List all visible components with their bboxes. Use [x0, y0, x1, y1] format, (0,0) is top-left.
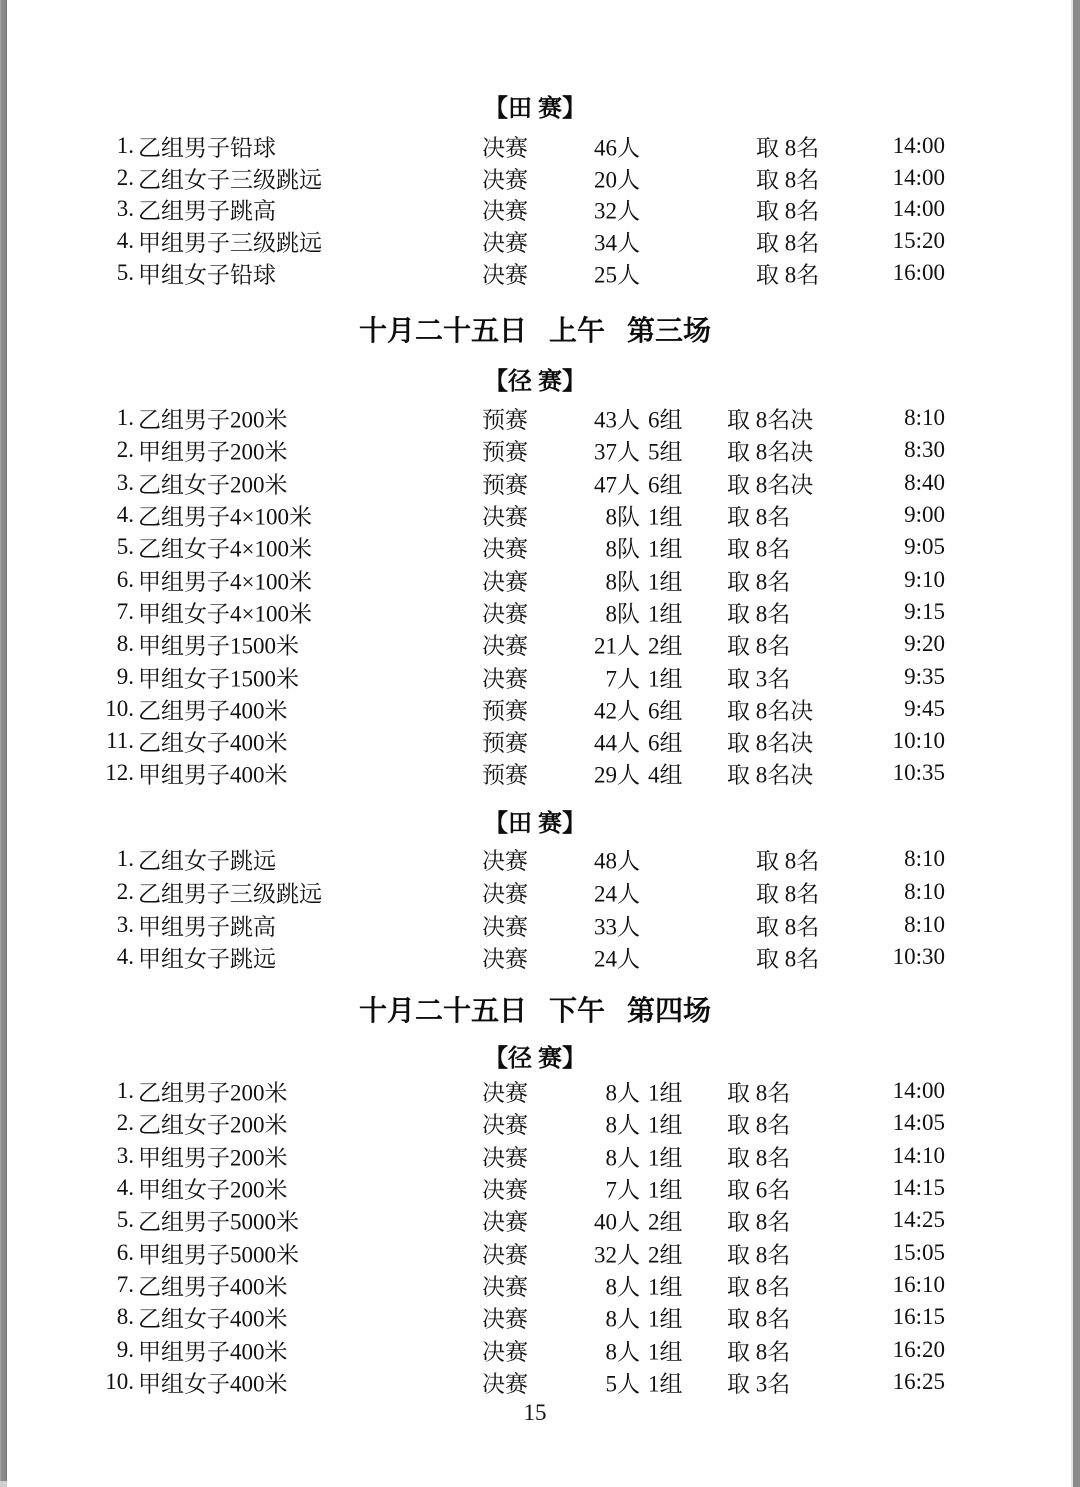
entrants-cell: 32人 [594, 198, 640, 224]
entrants-cell: 20人 [594, 167, 640, 193]
time-cell: 8:40 [904, 469, 945, 495]
time-cell: 14:05 [892, 1110, 945, 1136]
groups-cell: 1组 [648, 1145, 683, 1171]
event-row [0, 1107, 1070, 1139]
event-name: 乙组男子200米 [138, 407, 288, 433]
qualify-cell: 取 8名 [727, 633, 791, 659]
qualify-cell: 取 8名 [756, 167, 820, 193]
event-row [0, 402, 1070, 434]
event-number: 4. [116, 228, 134, 254]
event-row [0, 1333, 1070, 1365]
event-row [0, 499, 1070, 531]
event-row [0, 130, 1070, 162]
entrants-cell: 7人 [605, 666, 640, 692]
round-cell: 决赛 [482, 1112, 528, 1138]
event-number: 9. [116, 1336, 134, 1362]
qualify-cell: 取 8名决 [727, 698, 814, 724]
event-name: 乙组男子400米 [138, 698, 288, 724]
qualify-cell: 取 8名 [756, 230, 820, 256]
groups-cell: 2组 [648, 633, 683, 659]
groups-cell: 1组 [648, 536, 683, 562]
entrants-cell: 8人 [605, 1306, 640, 1332]
event-name: 甲组女子4×100米 [138, 601, 312, 627]
time-cell: 16:10 [892, 1271, 945, 1297]
qualify-cell: 取 8名 [727, 569, 791, 595]
event-number: 2. [116, 437, 134, 463]
event-number: 4. [116, 502, 134, 528]
entrants-cell: 8人 [605, 1080, 640, 1106]
round-cell: 决赛 [482, 1306, 528, 1332]
entrants-cell: 29人 [594, 762, 640, 788]
time-cell: 14:15 [892, 1175, 945, 1201]
groups-cell: 1组 [648, 1371, 683, 1397]
event-number: 2. [116, 164, 134, 190]
event-number: 5. [116, 534, 134, 560]
round-cell: 决赛 [482, 1080, 528, 1106]
qualify-cell: 取 8名 [756, 135, 820, 161]
qualify-cell: 取 8名 [727, 1209, 791, 1235]
event-name: 甲组女子400米 [138, 1371, 288, 1397]
entrants-cell: 34人 [594, 230, 640, 256]
event-name: 甲组女子1500米 [138, 666, 299, 692]
time-cell: 14:10 [892, 1142, 945, 1168]
event-row [0, 1204, 1070, 1236]
event-name: 甲组男子三级跳远 [138, 230, 322, 256]
qualify-cell: 取 6名 [727, 1177, 791, 1203]
qualify-cell: 取 8名 [756, 914, 820, 940]
event-name: 乙组女子200米 [138, 472, 288, 498]
groups-cell: 1组 [648, 601, 683, 627]
session-date: 十月二十五日 [358, 316, 527, 347]
qualify-cell: 取 8名决 [727, 730, 814, 756]
groups-cell: 1组 [648, 1274, 683, 1300]
event-row [0, 1237, 1070, 1269]
event-row [0, 908, 1070, 941]
round-cell: 决赛 [482, 198, 528, 224]
groups-cell: 1组 [648, 1339, 683, 1365]
time-cell: 15:05 [892, 1239, 945, 1265]
event-name: 甲组男子400米 [138, 762, 288, 788]
entrants-cell: 25人 [594, 262, 640, 288]
scan-right-edge [1071, 0, 1080, 1487]
qualify-cell: 取 8名 [727, 1306, 791, 1332]
time-cell: 8:30 [904, 437, 945, 463]
qualify-cell: 取 8名决 [727, 472, 814, 498]
time-cell: 14:00 [892, 164, 945, 190]
qualify-cell: 取 8名 [727, 1242, 791, 1268]
entrants-cell: 7人 [605, 1177, 640, 1203]
round-cell: 决赛 [482, 1371, 528, 1397]
event-row [0, 162, 1070, 194]
groups-cell: 6组 [648, 698, 683, 724]
round-cell: 决赛 [482, 1177, 528, 1203]
event-row [0, 941, 1070, 974]
session-period: 上午 [548, 316, 605, 347]
time-cell: 16:00 [892, 260, 945, 286]
entrants-cell: 8人 [605, 1145, 640, 1171]
event-section-heading: 【径 赛】 [484, 1046, 586, 1072]
entrants-cell: 21人 [594, 633, 640, 659]
event-number: 1. [116, 1078, 134, 1104]
event-number: 2. [116, 879, 134, 905]
session-number: 第三场 [627, 316, 712, 347]
event-name: 乙组女子三级跳远 [138, 167, 322, 193]
qualify-cell: 取 3名 [727, 666, 791, 692]
entrants-cell: 43人 [594, 407, 640, 433]
round-cell: 决赛 [482, 1339, 528, 1365]
time-cell: 14:00 [892, 196, 945, 222]
event-name: 乙组男子400米 [138, 1274, 288, 1300]
session-number: 第四场 [627, 996, 712, 1027]
qualify-cell: 取 8名 [756, 198, 820, 224]
entrants-cell: 46人 [594, 135, 640, 161]
round-cell: 决赛 [482, 914, 528, 940]
time-cell: 8:10 [904, 405, 945, 431]
qualify-cell: 取 8名 [756, 262, 820, 288]
event-number: 1. [116, 132, 134, 158]
groups-cell: 1组 [648, 666, 683, 692]
qualify-cell: 取 8名决 [727, 407, 814, 433]
event-number: 10. [105, 695, 134, 721]
time-cell: 10:35 [892, 760, 945, 786]
time-cell: 10:30 [892, 944, 945, 970]
event-name: 乙组女子200米 [138, 1112, 288, 1138]
entrants-cell: 8人 [605, 1112, 640, 1138]
entrants-cell: 24人 [594, 946, 640, 972]
groups-cell: 1组 [648, 1112, 683, 1138]
entrants-cell: 33人 [594, 914, 640, 940]
event-row [0, 1075, 1070, 1107]
event-row [0, 693, 1070, 725]
event-number: 4. [116, 1175, 134, 1201]
entrants-cell: 8队 [605, 504, 640, 530]
time-cell: 9:00 [904, 502, 945, 528]
event-number: 3. [116, 911, 134, 937]
time-cell: 9:20 [904, 631, 945, 657]
event-number: 3. [116, 196, 134, 222]
session-period: 下午 [548, 996, 605, 1027]
event-name: 乙组女子4×100米 [138, 536, 312, 562]
round-cell: 决赛 [482, 536, 528, 562]
event-section-heading: 【径 赛】 [484, 369, 586, 395]
event-name: 乙组男子5000米 [138, 1209, 299, 1235]
time-cell: 14:00 [892, 132, 945, 158]
page-number: 15 [523, 1400, 547, 1425]
event-row [0, 843, 1070, 876]
event-number: 1. [116, 405, 134, 431]
event-name: 甲组男子跳高 [138, 914, 276, 940]
groups-cell: 6组 [648, 472, 683, 498]
qualify-cell: 取 8名 [727, 601, 791, 627]
event-name: 乙组男子跳高 [138, 198, 276, 224]
event-number: 5. [116, 260, 134, 286]
event-number: 8. [116, 1304, 134, 1330]
event-row [0, 1366, 1070, 1398]
event-name: 乙组女子跳远 [138, 848, 276, 874]
round-cell: 预赛 [482, 439, 528, 465]
qualify-cell: 取 8名 [756, 946, 820, 972]
entrants-cell: 47人 [594, 472, 640, 498]
event-name: 甲组女子铅球 [138, 262, 276, 288]
groups-cell: 1组 [648, 1306, 683, 1332]
qualify-cell: 取 8名 [727, 504, 791, 530]
event-row [0, 257, 1070, 289]
event-row [0, 660, 1070, 692]
qualify-cell: 取 8名 [727, 1080, 791, 1106]
time-cell: 9:45 [904, 695, 945, 721]
qualify-cell: 取 3名 [727, 1371, 791, 1397]
round-cell: 决赛 [482, 262, 528, 288]
time-cell: 9:05 [904, 534, 945, 560]
event-number: 3. [116, 1142, 134, 1168]
time-cell: 16:25 [892, 1368, 945, 1394]
round-cell: 决赛 [482, 666, 528, 692]
time-cell: 14:00 [892, 1078, 945, 1104]
event-number: 12. [105, 760, 134, 786]
event-row [0, 1140, 1070, 1172]
event-number: 6. [116, 1239, 134, 1265]
entrants-cell: 8人 [605, 1339, 640, 1365]
round-cell: 决赛 [482, 601, 528, 627]
event-name: 乙组男子铅球 [138, 135, 276, 161]
entrants-cell: 32人 [594, 1242, 640, 1268]
time-cell: 14:25 [892, 1207, 945, 1233]
event-name: 甲组女子200米 [138, 1177, 288, 1203]
round-cell: 决赛 [482, 167, 528, 193]
event-number: 2. [116, 1110, 134, 1136]
entrants-cell: 24人 [594, 881, 640, 907]
event-name: 甲组男子1500米 [138, 633, 299, 659]
round-cell: 决赛 [482, 1242, 528, 1268]
entrants-cell: 8队 [605, 536, 640, 562]
event-row [0, 1269, 1070, 1301]
event-row [0, 1301, 1070, 1333]
event-number: 6. [116, 566, 134, 592]
entrants-cell: 42人 [594, 698, 640, 724]
session-title [0, 997, 1070, 1027]
qualify-cell: 取 8名 [727, 1145, 791, 1171]
event-number: 4. [116, 944, 134, 970]
entrants-cell: 5人 [605, 1371, 640, 1397]
event-row [0, 628, 1070, 660]
time-cell: 9:15 [904, 598, 945, 624]
qualify-cell: 取 8名决 [727, 762, 814, 788]
event-number: 1. [116, 846, 134, 872]
groups-cell: 1组 [648, 569, 683, 595]
time-cell: 8:10 [904, 879, 945, 905]
round-cell: 决赛 [482, 1145, 528, 1171]
entrants-cell: 44人 [594, 730, 640, 756]
round-cell: 决赛 [482, 946, 528, 972]
qualify-cell: 取 8名 [727, 1112, 791, 1138]
groups-cell: 1组 [648, 1177, 683, 1203]
qualify-cell: 取 8名 [756, 848, 820, 874]
groups-cell: 4组 [648, 762, 683, 788]
round-cell: 决赛 [482, 230, 528, 256]
event-name: 甲组男子200米 [138, 1145, 288, 1171]
groups-cell: 1组 [648, 504, 683, 530]
qualify-cell: 取 8名 [756, 881, 820, 907]
event-number: 10. [105, 1368, 134, 1394]
groups-cell: 6组 [648, 407, 683, 433]
round-cell: 决赛 [482, 848, 528, 874]
event-row [0, 757, 1070, 789]
round-cell: 预赛 [482, 407, 528, 433]
round-cell: 决赛 [482, 135, 528, 161]
entrants-cell: 8人 [605, 1274, 640, 1300]
event-number: 3. [116, 469, 134, 495]
event-row [0, 876, 1070, 909]
event-name: 甲组男子200米 [138, 439, 288, 465]
time-cell: 9:35 [904, 663, 945, 689]
qualify-cell: 取 8名 [727, 1339, 791, 1365]
round-cell: 预赛 [482, 762, 528, 788]
event-row [0, 564, 1070, 596]
event-number: 8. [116, 631, 134, 657]
event-number: 7. [116, 598, 134, 624]
qualify-cell: 取 8名 [727, 536, 791, 562]
event-number: 5. [116, 1207, 134, 1233]
event-number: 9. [116, 663, 134, 689]
qualify-cell: 取 8名决 [727, 439, 814, 465]
round-cell: 预赛 [482, 698, 528, 724]
time-cell: 16:20 [892, 1336, 945, 1362]
event-section-heading: 【田 赛】 [484, 96, 586, 122]
round-cell: 预赛 [482, 730, 528, 756]
event-name: 乙组男子三级跳远 [138, 881, 322, 907]
groups-cell: 2组 [648, 1209, 683, 1235]
event-row [0, 225, 1070, 257]
session-date: 十月二十五日 [358, 996, 527, 1027]
round-cell: 决赛 [482, 1209, 528, 1235]
event-row [0, 434, 1070, 466]
groups-cell: 2组 [648, 1242, 683, 1268]
round-cell: 决赛 [482, 633, 528, 659]
event-name: 乙组男子4×100米 [138, 504, 312, 530]
time-cell: 15:20 [892, 228, 945, 254]
round-cell: 决赛 [482, 504, 528, 530]
entrants-cell: 48人 [594, 848, 640, 874]
event-number: 11. [106, 728, 134, 754]
entrants-cell: 37人 [594, 439, 640, 465]
event-row [0, 531, 1070, 563]
event-name: 甲组男子5000米 [138, 1242, 299, 1268]
groups-cell: 1组 [648, 1080, 683, 1106]
event-name: 甲组女子跳远 [138, 946, 276, 972]
event-name: 乙组女子400米 [138, 1306, 288, 1332]
event-name: 甲组男子400米 [138, 1339, 288, 1365]
round-cell: 决赛 [482, 1274, 528, 1300]
event-row [0, 1172, 1070, 1204]
groups-cell: 5组 [648, 439, 683, 465]
time-cell: 8:10 [904, 846, 945, 872]
event-row [0, 596, 1070, 628]
entrants-cell: 40人 [594, 1209, 640, 1235]
time-cell: 9:10 [904, 566, 945, 592]
event-name: 乙组女子400米 [138, 730, 288, 756]
round-cell: 决赛 [482, 881, 528, 907]
event-row [0, 725, 1070, 757]
event-number: 7. [116, 1271, 134, 1297]
event-row [0, 194, 1070, 226]
event-name: 甲组男子4×100米 [138, 569, 312, 595]
time-cell: 8:10 [904, 911, 945, 937]
round-cell: 预赛 [482, 472, 528, 498]
session-title [0, 317, 1070, 347]
qualify-cell: 取 8名 [727, 1274, 791, 1300]
entrants-cell: 8队 [605, 601, 640, 627]
time-cell: 16:15 [892, 1304, 945, 1330]
entrants-cell: 8队 [605, 569, 640, 595]
round-cell: 决赛 [482, 569, 528, 595]
event-name: 乙组男子200米 [138, 1080, 288, 1106]
event-section-heading: 【田 赛】 [484, 811, 586, 837]
event-row [0, 467, 1070, 499]
time-cell: 10:10 [892, 728, 945, 754]
groups-cell: 6组 [648, 730, 683, 756]
